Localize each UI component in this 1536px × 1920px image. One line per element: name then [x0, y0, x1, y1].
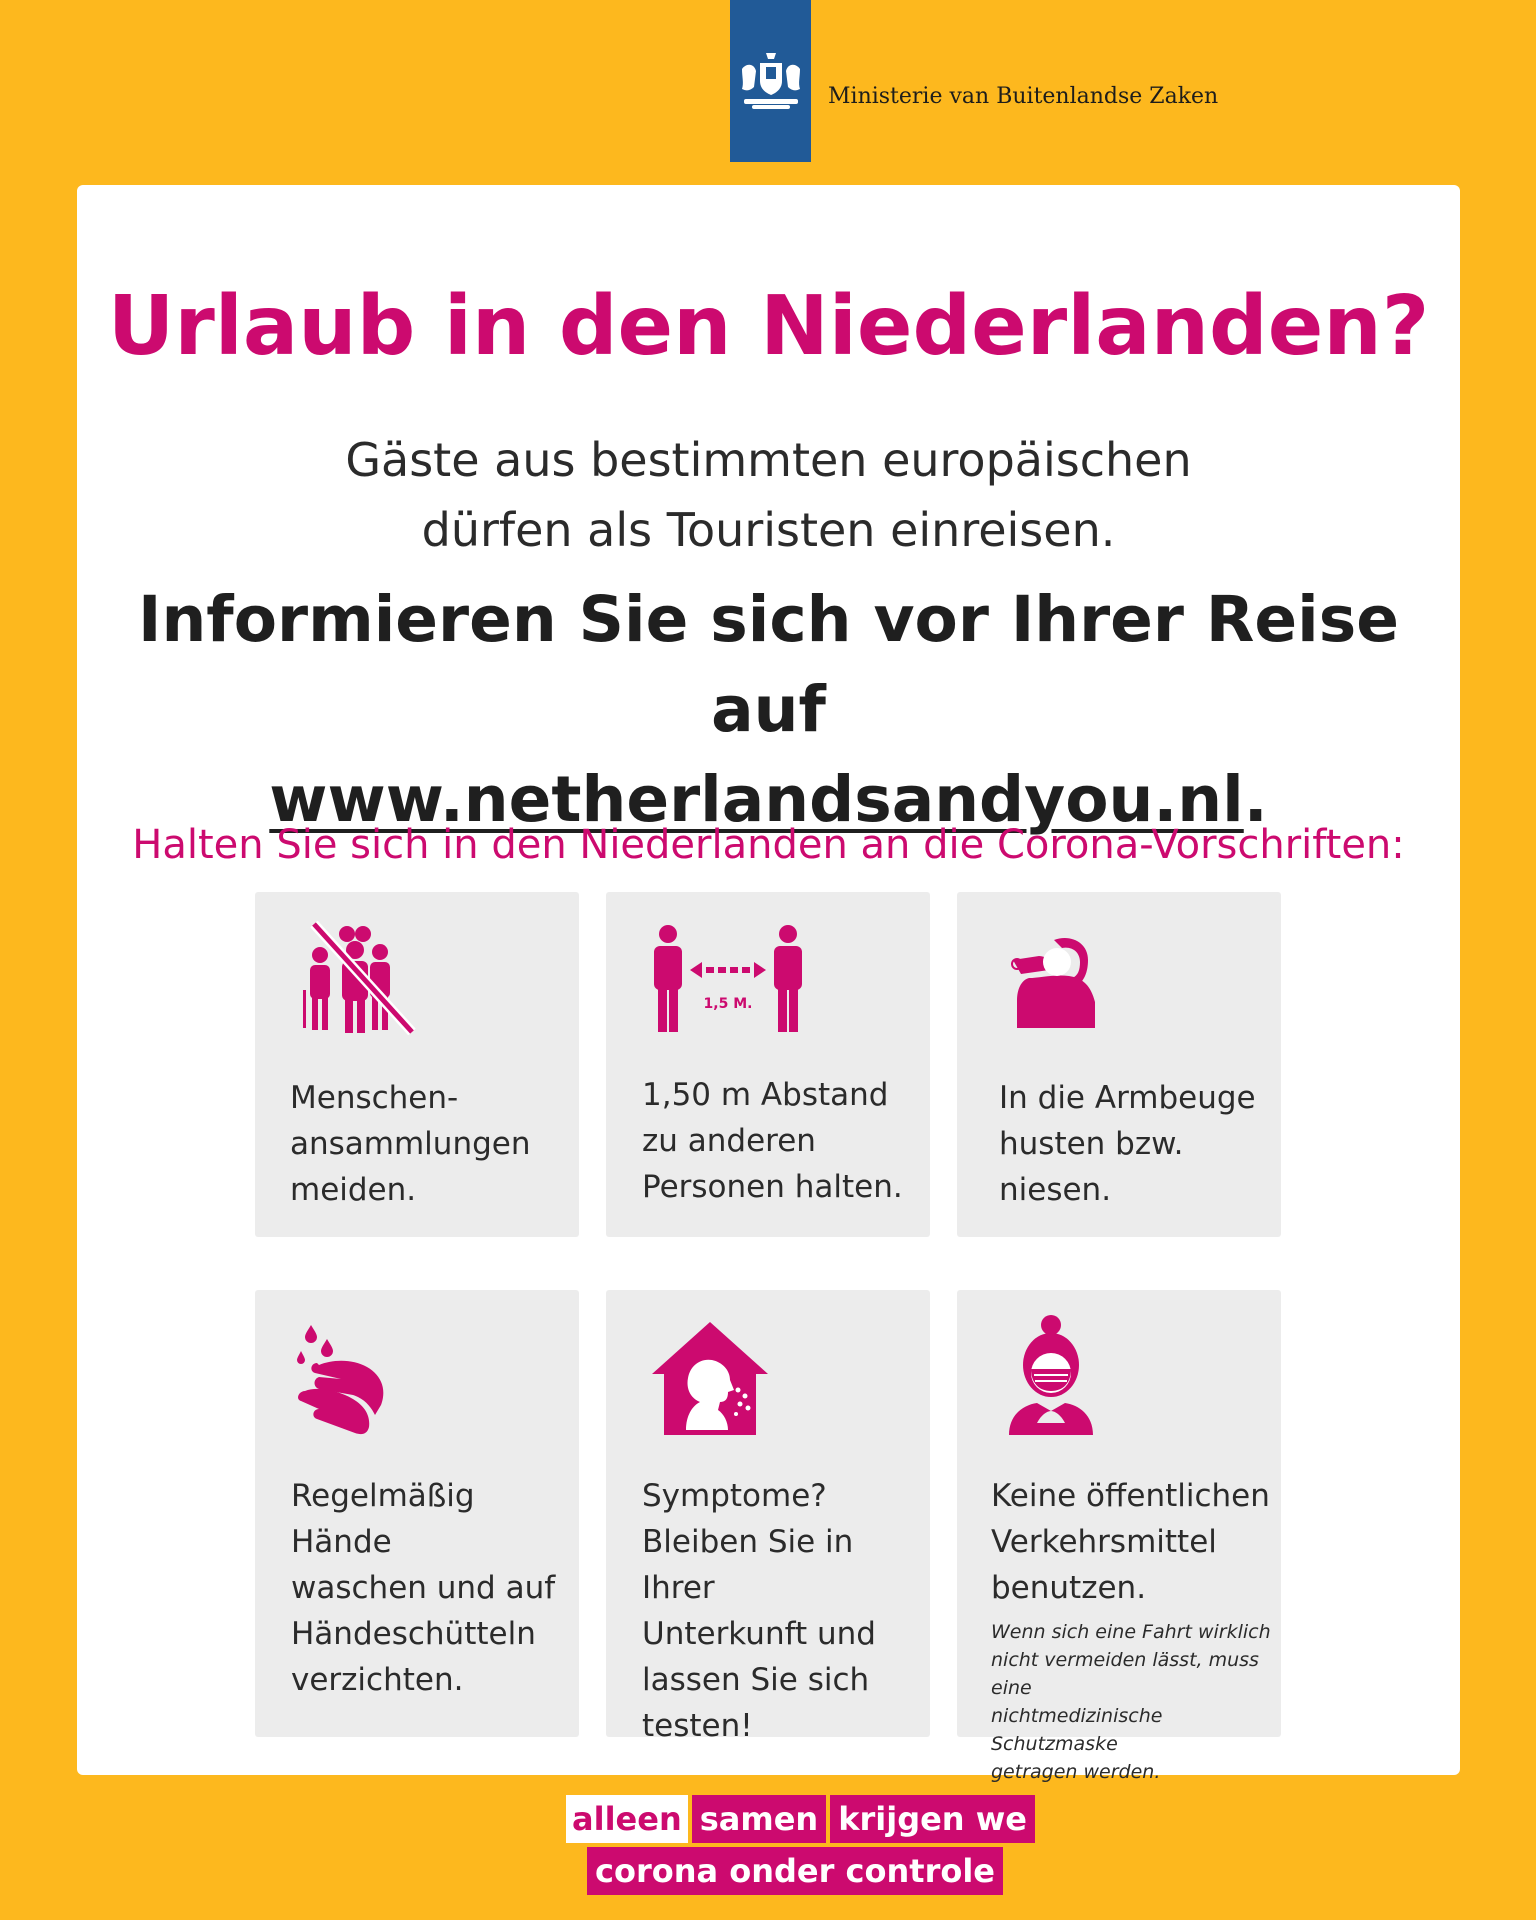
face-mask-icon [1001, 1315, 1101, 1435]
rule-text-handwash: Regelmäßig Hände waschen und auf Händeschütteln verzichten. [291, 1478, 556, 1698]
rule-tile-transport [957, 1290, 1281, 1783]
subtitle-line-1: Gäste aus bestimmten europäischen [345, 433, 1192, 487]
slogan-words-krijgen-we: krijgen we [830, 1795, 1035, 1843]
rule-text-symptoms: Symptome? Bleiben Sie in Ihrer Unterkunft und lassen Sie sich testen! [642, 1478, 876, 1744]
website-link[interactable]: www.netherlandsandyou.nl [269, 763, 1244, 836]
rule-tile-cough [957, 892, 1281, 1237]
rule-text-cough: In die Armbeuge husten bzw. niesen. [999, 1080, 1256, 1208]
rule-text-distance: 1,50 m Abstand zu anderen Personen halten. [642, 1077, 903, 1205]
rule-tile-handwash [255, 1290, 579, 1737]
rule-text-transport: Keine öffentlichen Verkehrsmittel benutzen. [991, 1478, 1270, 1606]
coat-of-arms-icon [736, 49, 806, 113]
cough-elbow-icon [1009, 932, 1109, 1032]
subtitle [77, 425, 1460, 565]
slogan-word-alleen: alleen [566, 1795, 688, 1843]
government-logo [730, 0, 811, 162]
stay-home-icon [650, 1320, 770, 1435]
distance-icon [648, 924, 808, 1034]
rule-tile-distance [606, 892, 930, 1237]
subtitle-line-2: dürfen als Touristen einreisen. [421, 503, 1116, 557]
ministry-name: Ministerie van Buitenlandse Zaken [828, 84, 1219, 109]
wash-hands-icon [297, 1325, 387, 1435]
slogan-word-samen: samen [692, 1795, 826, 1843]
slogan-line-2: corona onder controle [587, 1847, 1003, 1895]
no-crowds-icon [300, 920, 420, 1035]
info-text [77, 575, 1460, 845]
rules-heading: Halten Sie sich in den Niederlanden an die Corona-Vorschriften: [132, 822, 1405, 868]
rule-tile-symptoms [606, 1290, 930, 1744]
rule-tile-crowds [255, 892, 579, 1237]
mask-note: Wenn sich eine Fahrt wirklich nicht vermeiden lässt, muss eine nichtmedizinische Schutzmaske getragen werden. [991, 1621, 1271, 1783]
info-line: Informieren Sie sich vor Ihrer Reise auf [138, 583, 1399, 746]
poster-card [77, 185, 1460, 1783]
info-period: . [1243, 763, 1268, 836]
page-title: Urlaub in den Niederlanden? [107, 279, 1430, 374]
distance-label: 1,5 M. [703, 996, 753, 1012]
rule-text-crowds: Menschen- ansammlungen meiden. [290, 1080, 531, 1208]
